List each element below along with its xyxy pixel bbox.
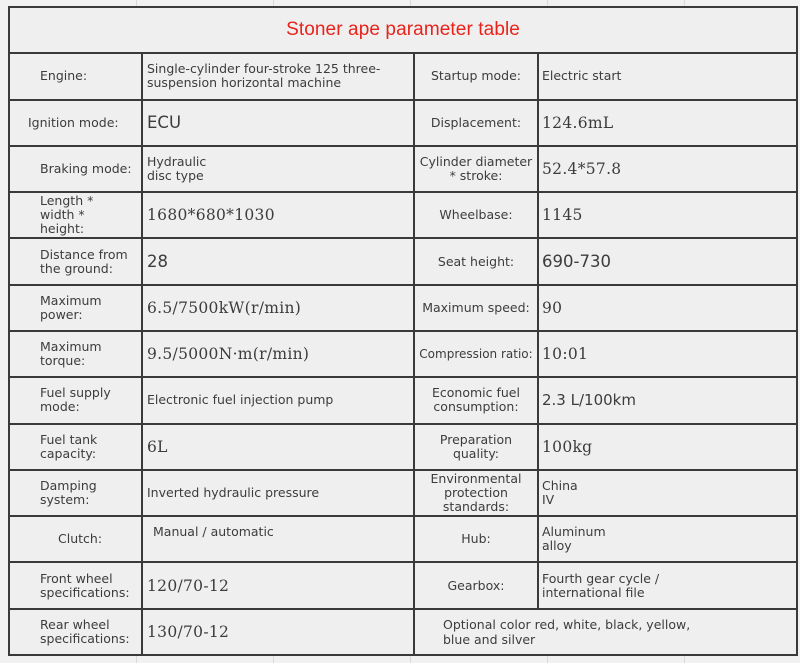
- seat-height-label: Seat height:: [414, 238, 538, 284]
- table-row: [9, 424, 797, 470]
- parameter-table: [8, 6, 798, 656]
- fuel-supply-value: Electronic fuel injection pump: [142, 377, 414, 423]
- damping-system-value: Inverted hydraulic pressure: [142, 470, 414, 516]
- table-row: [9, 146, 797, 192]
- ground-distance-value: 28: [142, 238, 414, 284]
- wheelbase-label: Wheelbase:: [414, 192, 538, 238]
- rear-wheel-value: 130/70-12: [142, 609, 414, 655]
- optional-color: Optional color red, white, black, yellow, blue and silver: [414, 609, 797, 655]
- gearbox-value: Fourth gear cycle / international file: [538, 562, 797, 608]
- fuel-tank-value: 6L: [142, 424, 414, 470]
- table-row: [9, 192, 797, 238]
- hub-value: Aluminum alloy: [538, 516, 797, 562]
- cylinder-stroke-label: Cylinder diameter * stroke:: [414, 146, 538, 192]
- table-row: [9, 377, 797, 423]
- rear-wheel-label: Rear wheel specifications:: [9, 609, 142, 655]
- engine-label: Engine:: [9, 53, 142, 99]
- max-power-label: Maximum power:: [9, 285, 142, 331]
- max-torque-label: Maximum torque:: [9, 331, 142, 377]
- displacement-value: 124.6mL: [538, 100, 797, 146]
- preparation-quality-label: Preparation quality:: [414, 424, 538, 470]
- max-speed-label: Maximum speed:: [414, 285, 538, 331]
- dimensions-value: 1680*680*1030: [142, 192, 414, 238]
- displacement-label: Displacement:: [414, 100, 538, 146]
- max-speed-value: 90: [538, 285, 797, 331]
- clutch-value: Manual / automatic: [142, 516, 414, 562]
- max-power-value: 6.5/7500kW(r/min): [142, 285, 414, 331]
- startup-mode-value: Electric start: [538, 53, 797, 99]
- table-row: [9, 331, 797, 377]
- table-title: Stoner ape parameter table: [9, 7, 797, 53]
- wheelbase-value: 1145: [538, 192, 797, 238]
- table-row: [9, 609, 797, 655]
- front-wheel-value: 120/70-12: [142, 562, 414, 608]
- startup-mode-label: Startup mode:: [414, 53, 538, 99]
- braking-mode-value: Hydraulic disc type: [142, 146, 414, 192]
- hub-label: Hub:: [414, 516, 538, 562]
- table-row: [9, 100, 797, 146]
- table-row: [9, 516, 797, 562]
- compression-ratio-value: 10:01: [538, 331, 797, 377]
- compression-ratio-label: Compression ratio:: [414, 331, 538, 377]
- table-row: [9, 238, 797, 284]
- seat-height-value: 690-730: [538, 238, 797, 284]
- table-row: [9, 470, 797, 516]
- engine-value: Single-cylinder four-stroke 125 three-suspension horizontal machine: [142, 53, 414, 99]
- environmental-standards-value: China IV: [538, 470, 797, 516]
- max-torque-value: 9.5/5000N·m(r/min): [142, 331, 414, 377]
- ground-distance-label: Distance from the ground:: [9, 238, 142, 284]
- cylinder-stroke-value: 52.4*57.8: [538, 146, 797, 192]
- fuel-tank-label: Fuel tank capacity:: [9, 424, 142, 470]
- environmental-standards-label: Environmental protection standards:: [414, 470, 538, 516]
- fuel-consumption-label: Economic fuel consumption:: [414, 377, 538, 423]
- clutch-label: Clutch:: [9, 516, 142, 562]
- table-row: [9, 53, 797, 99]
- fuel-consumption-value: 2.3 L/100km: [538, 377, 797, 423]
- damping-system-label: Damping system:: [9, 470, 142, 516]
- gearbox-label: Gearbox:: [414, 562, 538, 608]
- fuel-supply-label: Fuel supply mode:: [9, 377, 142, 423]
- table-row: [9, 285, 797, 331]
- preparation-quality-value: 100kg: [538, 424, 797, 470]
- braking-mode-label: Braking mode:: [9, 146, 142, 192]
- table-row: [9, 562, 797, 608]
- ignition-mode-label: Ignition mode:: [9, 100, 142, 146]
- dimensions-label: Length * width * height:: [9, 192, 142, 238]
- ignition-mode-value: ECU: [142, 100, 414, 146]
- front-wheel-label: Front wheel specifications:: [9, 562, 142, 608]
